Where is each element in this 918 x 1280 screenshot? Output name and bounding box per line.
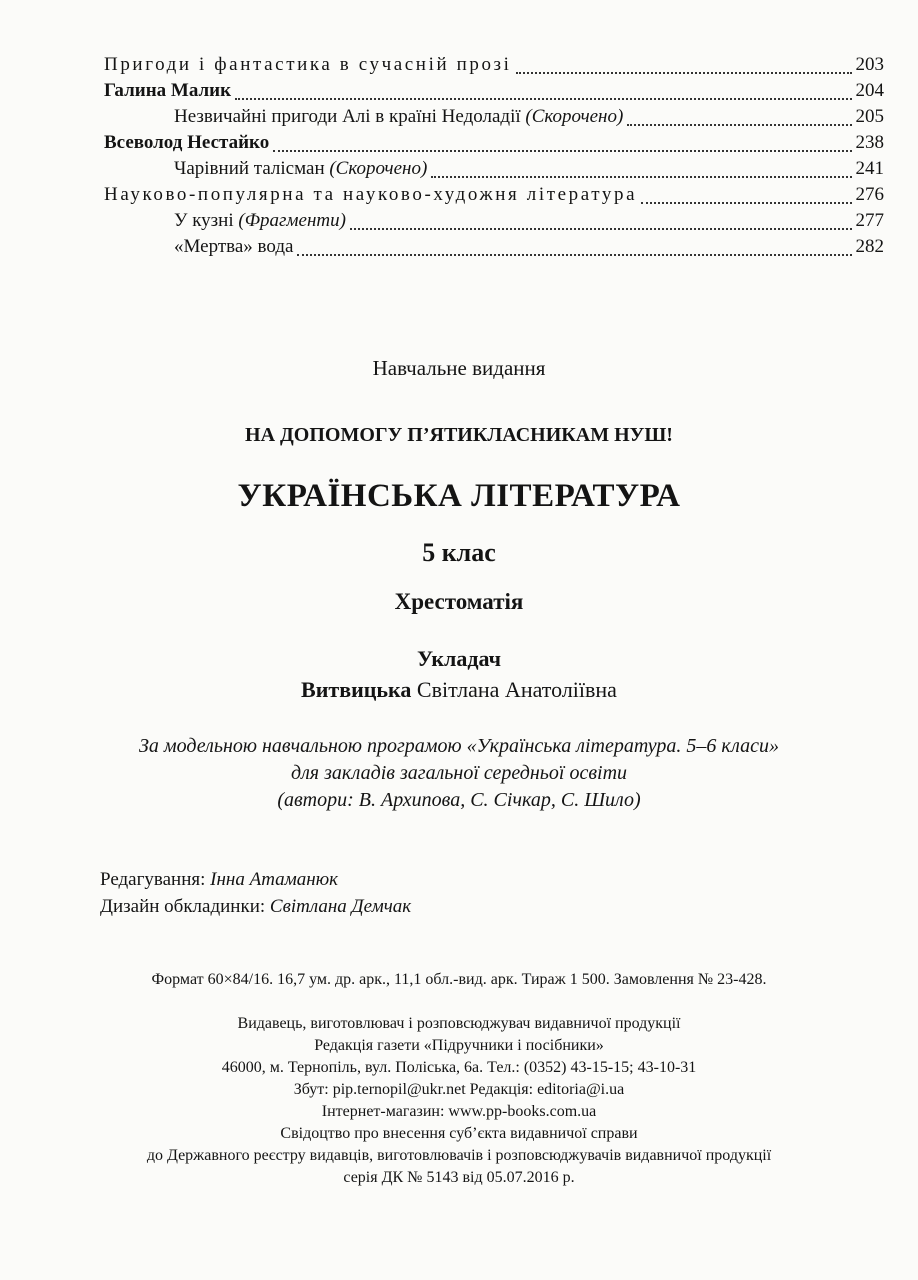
toc-entry (104, 184, 884, 210)
publisher-line: 46000, м. Тернопіль, вул. Поліська, 6а. Тел.: (0352) 43-15-15; 43-10-31 (221, 1059, 697, 1076)
toc-page: 282 (855, 236, 884, 257)
toc-title: Чарівний талісман (Скорочено) (174, 158, 428, 179)
toc-leader-dots (641, 188, 851, 204)
toc-leader-dots (431, 162, 851, 178)
toc-title: Пригоди і фантастика в сучасній прозі (104, 54, 512, 75)
toc-title: «Мертва» вода (174, 236, 294, 257)
program-line: За модельною навчальною програмою «Українська література. 5–6 класи» (138, 735, 780, 757)
compiler-surname: Витвицька (301, 677, 412, 702)
toc-leader-dots (235, 84, 851, 100)
toc-title: Всеволод Нестайко (104, 132, 270, 153)
editing-credit: Редагування: Інна Атаманюк (100, 869, 338, 890)
toc-leader-dots (273, 136, 851, 152)
toc-page: 204 (855, 80, 884, 101)
toc-entry (104, 106, 884, 132)
credits (100, 866, 411, 920)
toc-page: 238 (855, 132, 884, 153)
publisher-line: серія ДК № 5143 від 05.07.2016 р. (343, 1169, 575, 1186)
grade-label: 5 клас (422, 538, 496, 567)
book-type: Хрестоматія (394, 589, 524, 614)
toc-title: Галина Малик (104, 80, 232, 101)
cover-design-credit: Дизайн обкладинки: Світлана Демчак (100, 896, 412, 917)
toc-page: 205 (855, 106, 884, 127)
toc-title: Незвичайні пригоди Алі в країні Недоладії (Скорочено) (174, 106, 624, 127)
program-note (0, 733, 918, 814)
compiler-label: Укладач (416, 646, 501, 671)
toc-entry (104, 210, 884, 236)
edition-type: Навчальне видання (372, 356, 546, 380)
toc-page: 203 (855, 54, 884, 75)
toc-page: 277 (855, 210, 884, 231)
compiler-given-names: Світлана Анатоліївна (416, 677, 617, 702)
format-line: Формат 60×84/16. 16,7 ум. др. арк., 11,1 обл.-вид. арк. Тираж 1 500. Замовлення № 23-428. (151, 971, 767, 988)
toc-title: У кузні (Фрагменти) (174, 210, 346, 231)
toc-note: (Скорочено) (525, 106, 624, 127)
publisher-line: Інтернет-магазин: www.pp-books.com.ua (321, 1103, 597, 1120)
toc-entry (104, 54, 884, 80)
publisher-line: Редакція газети «Підручники і посібники» (314, 1037, 604, 1054)
toc-note: (Фрагменти) (238, 210, 346, 231)
toc-entry (104, 236, 884, 262)
toc-title: Науково-популярна та науково-художня література (104, 184, 638, 205)
toc-entry (104, 132, 884, 158)
publisher-line: Видавець, виготовлювач і розповсюджувач видавничої продукції (237, 1015, 681, 1032)
toc-leader-dots (627, 110, 851, 126)
compiler-name (0, 677, 918, 703)
toc-page: 276 (855, 184, 884, 205)
publisher-line: до Державного реєстру видавців, виготовлювачів і розповсюджувачів видавничої продукції (146, 1147, 772, 1164)
toc-leader-dots (516, 58, 852, 74)
toc-leader-dots (350, 214, 852, 230)
table-of-contents (104, 54, 884, 262)
toc-entry (104, 80, 884, 106)
book-title: УКРАЇНСЬКА ЛІТЕРАТУРА (237, 478, 681, 514)
program-line: (автори: В. Архипова, С. Січкар, С. Шило) (277, 789, 641, 811)
toc-note: (Скорочено) (329, 158, 428, 179)
publisher-info (0, 1013, 918, 1189)
program-line: для закладів загальної середньої освіти (290, 762, 628, 784)
publisher-line: Збут: pip.ternopil@ukr.net Редакція: editoria@i.ua (293, 1081, 625, 1098)
publisher-line: Свідоцтво про внесення суб’єкта видавничої справи (280, 1125, 638, 1142)
toc-leader-dots (297, 240, 851, 256)
series-title: НА ДОПОМОГУ П’ЯТИКЛАСНИКАМ НУШ! (245, 424, 673, 446)
toc-page: 241 (855, 158, 884, 179)
toc-entry (104, 158, 884, 184)
